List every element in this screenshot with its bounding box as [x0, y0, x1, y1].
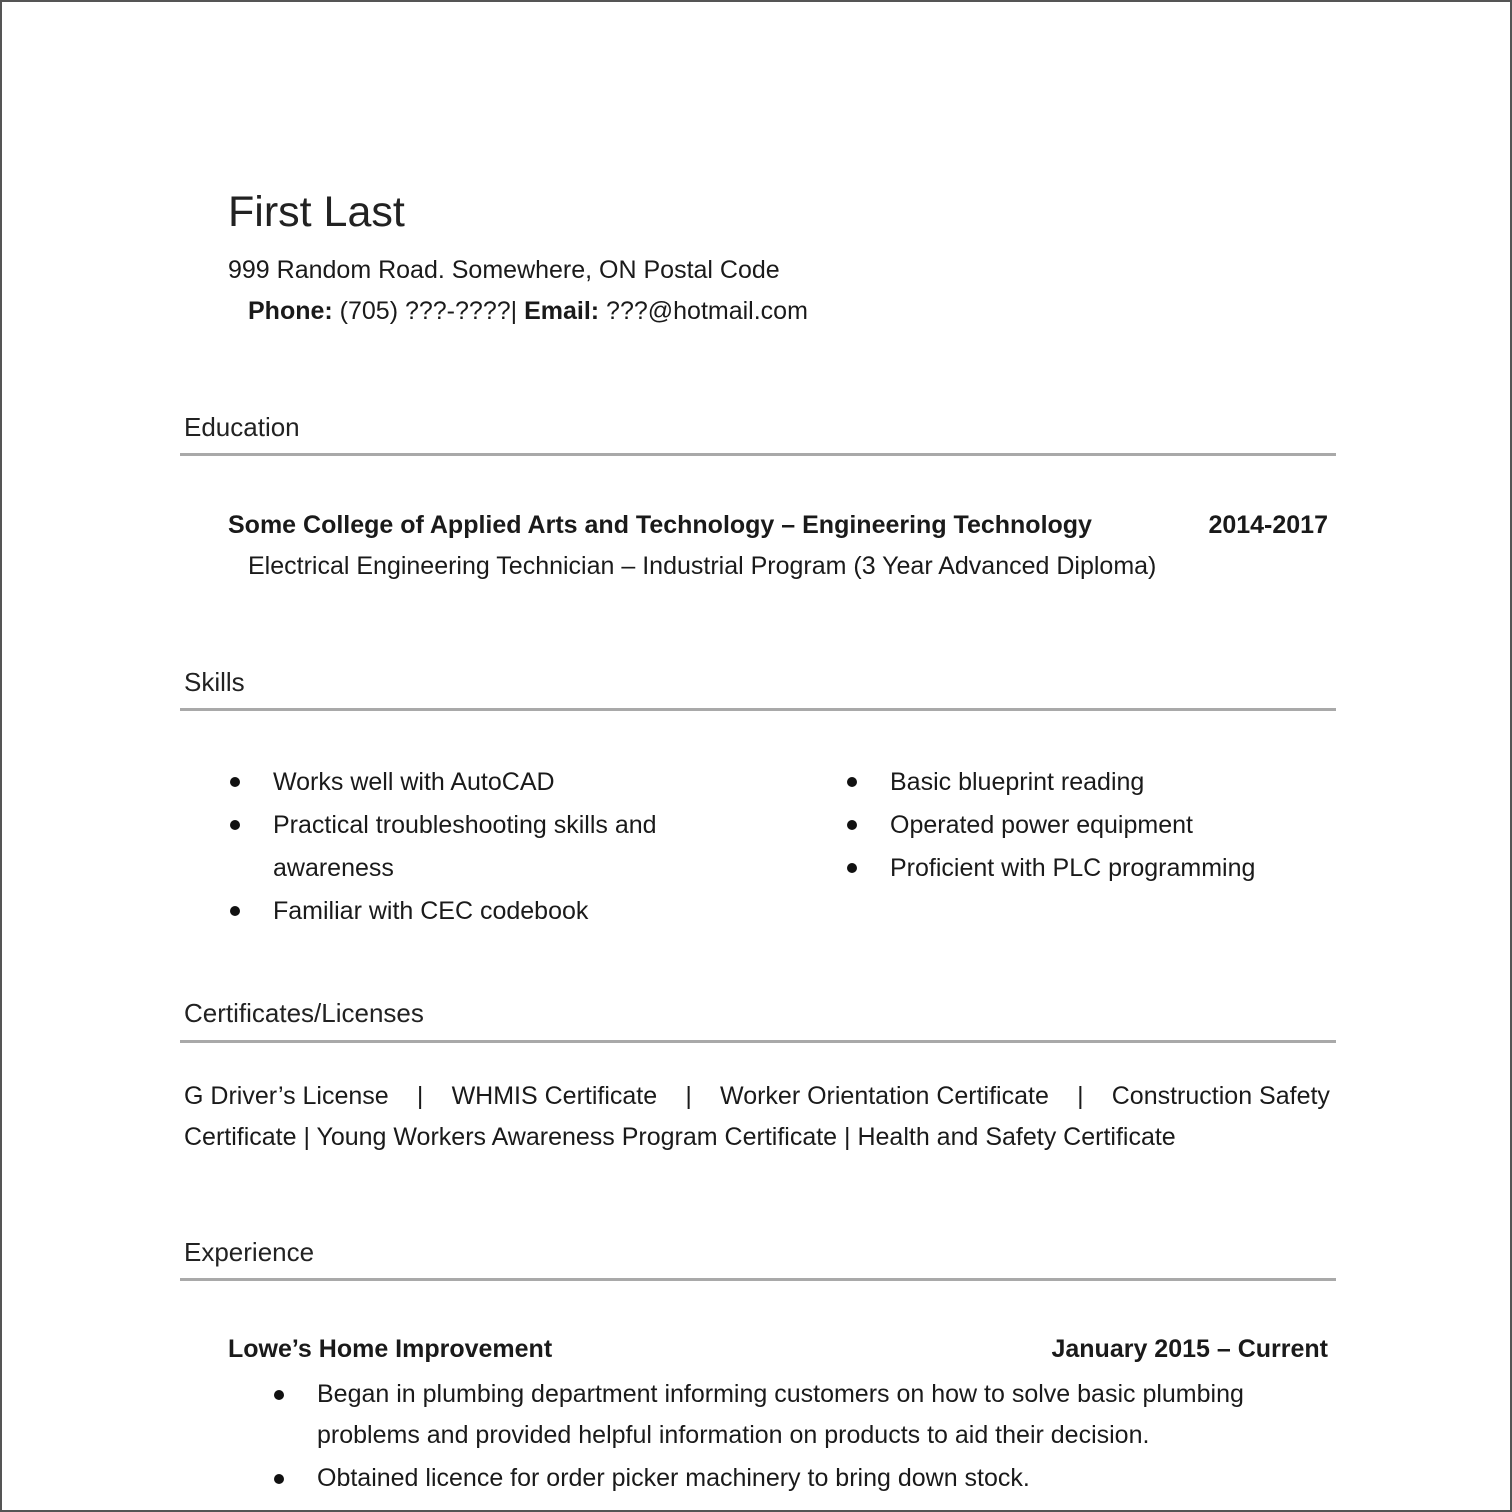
- list-item: Works well with AutoCAD: [230, 761, 790, 804]
- experience-dates: January 2015 – Current: [1051, 1335, 1328, 1363]
- email-label: Email:: [524, 297, 600, 325]
- contact-line: [248, 297, 808, 326]
- skills-left-column: [230, 761, 790, 933]
- list-item: Familiar with CEC codebook: [230, 890, 790, 933]
- email-value: ???@hotmail.com: [599, 297, 808, 325]
- certificates-line-1: G Driver’s License | WHMIS Certificate | Worker Orientation Certificate | Construction Safety: [184, 1082, 1330, 1110]
- section-divider: [180, 1278, 1336, 1281]
- phone-label: Phone:: [248, 297, 333, 325]
- section-title-experience: Experience: [184, 1237, 315, 1267]
- certificates-line-2: Certificate | Young Workers Awareness Program Certificate | Health and Safety Certificate: [184, 1123, 1176, 1151]
- experience-bullets: [272, 1374, 1332, 1501]
- section-divider: [180, 708, 1336, 711]
- bullet-icon: [230, 820, 240, 830]
- section-title-education: Education: [184, 412, 300, 442]
- address-line: 999 Random Road. Somewhere, ON Postal Code: [228, 256, 780, 284]
- list-item: Practical troubleshooting skills and: [230, 804, 790, 847]
- bullet-icon: [847, 820, 857, 830]
- bullet-icon: [274, 1390, 284, 1400]
- bullet-icon: [847, 777, 857, 787]
- education-school: Some College of Applied Arts and Technology – Engineering Technology: [228, 511, 1092, 539]
- applicant-name: First Last: [228, 188, 405, 236]
- section-title-certificates: Certificates/Licenses: [184, 998, 424, 1028]
- section-title-skills: Skills: [184, 667, 245, 697]
- section-divider: [180, 453, 1336, 456]
- phone-value: (705) ???-????|: [332, 297, 525, 325]
- bullet-icon: [274, 1474, 284, 1484]
- list-item: Began in plumbing department informing customers on how to solve basic plumbing problems and provided helpful information on products to aid their decision.: [272, 1374, 1332, 1456]
- bullet-icon: [230, 777, 240, 787]
- bullet-icon: [847, 863, 857, 873]
- skills-right-column: [847, 761, 1327, 890]
- education-years: 2014-2017: [1208, 511, 1328, 539]
- experience-employer: Lowe’s Home Improvement: [228, 1335, 553, 1363]
- education-program: Electrical Engineering Technician – Industrial Program (3 Year Advanced Diploma): [248, 552, 1157, 580]
- bullet-icon: [230, 906, 240, 916]
- section-divider: [180, 1040, 1336, 1043]
- list-item: Operated power equipment: [847, 804, 1327, 847]
- list-item: Obtained licence for order picker machinery to bring down stock.: [272, 1458, 1332, 1499]
- certificates-text: [184, 1076, 1330, 1158]
- list-item-continuation: awareness: [273, 854, 394, 882]
- list-item: Basic blueprint reading: [847, 761, 1327, 804]
- list-item: Proficient with PLC programming: [847, 847, 1327, 890]
